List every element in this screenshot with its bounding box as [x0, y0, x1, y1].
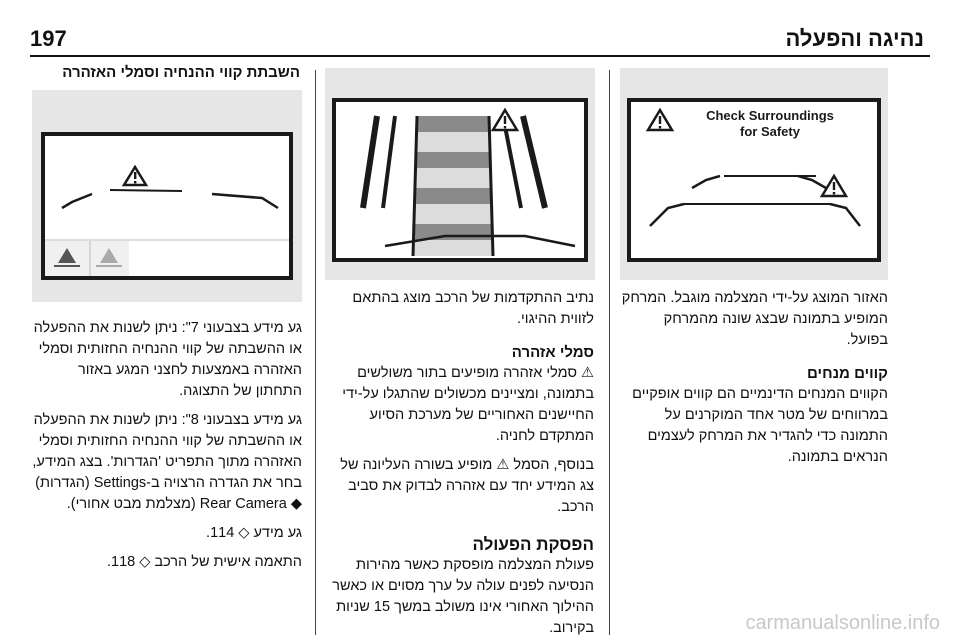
watermark: carmanualsonline.info	[745, 612, 940, 634]
left-column-text	[620, 288, 888, 468]
paragraph-guidelines: הקווים המנחים הדינמיים הם קווים אופקיים במרווחים של מטר אחד המוקרנים על התמונה כדי להגדיר את המרחק לעצמים הנראים בתמונה.	[632, 386, 888, 465]
figure-driving-path	[325, 68, 595, 280]
page-number: 197	[30, 26, 67, 51]
figure-label-line2: for Safety	[740, 124, 800, 139]
reference-info-display: גע מידע ◇ 114.	[206, 525, 302, 541]
page-header	[0, 0, 960, 56]
paragraph-warning-symbols: ⚠ סמלי אזהרה מופיעים בתור משולשים בתמונה, ומציינים מכשולים שהתגלו על-ידי החיישנים האחוריים של מערכת הסיוע המתקדם לחניה.	[342, 365, 594, 444]
figure-label-line1: Check Surroundings	[706, 108, 834, 123]
heading-guidelines: קווים מנחים	[807, 365, 888, 382]
right-column	[32, 62, 300, 83]
reference-personalization: התאמה אישית של הרכב ◇ 118.	[107, 554, 302, 570]
middle-column-text	[326, 288, 594, 639]
heading-warning-symbols: סמלי אזהרה	[511, 344, 594, 361]
column-divider-left	[609, 70, 610, 635]
column-divider-right	[315, 70, 316, 635]
paragraph-camera-area: האזור המוצג על-ידי המצלמה מוגבל. המרחק המופיע בתמונה שבצג שונה מהמרחק בפועל.	[621, 290, 888, 348]
right-column-text	[32, 318, 302, 573]
paragraph-warning-top-line: בנוסף, הסמל ⚠ מופיע בשורה העליונה של צג המידע יחד עם אזהרה לבדוק את סביב הרכב.	[340, 457, 594, 515]
paragraph-driving-path: נתיב ההתקדמות של הרכב מוצג בהתאם לזווית ההיגוי.	[352, 290, 594, 327]
heading-deactivation: הפסקת הפעולה	[472, 535, 594, 554]
paragraph-deactivation: פעולת המצלמה מופסקת כאשר מהירות הנסיעה לפנים עולה על ערך מסוים או כאשר ההילוך האחורי אינו משולב במשך 15 שניות בקירוב.	[332, 557, 594, 636]
chapter-title: נהיגה והפעלה	[785, 26, 924, 51]
section-title: השבתת קווי ההנחיה וסמלי האזהרה	[62, 64, 300, 81]
paragraph-8inch: גע מידע בצבעוני 8": ניתן לשנות את ההפעלה או ההשבתה של קווי ההנחיה החזותית וסמלי האזהרה מתוך התפריט 'הגדרות'. בצג המידע, בחר את הגדרה הרצויה ב-Settings (הגדרות) ◆ Rear Camera (מצלמת מבט אחורי).	[32, 412, 302, 512]
paragraph-7inch: גע מידע בצבעוני 7": ניתן לשנות את ההפעלה או ההשבתה של קווי ההנחיה החזותית וסמלי האזהרה באמצעות לחצני המגע באזור התחתון של התצוגה.	[33, 320, 302, 399]
figure-camera-view	[620, 68, 888, 280]
header-rule	[30, 55, 930, 57]
figure-guideline-toggle	[32, 90, 302, 302]
